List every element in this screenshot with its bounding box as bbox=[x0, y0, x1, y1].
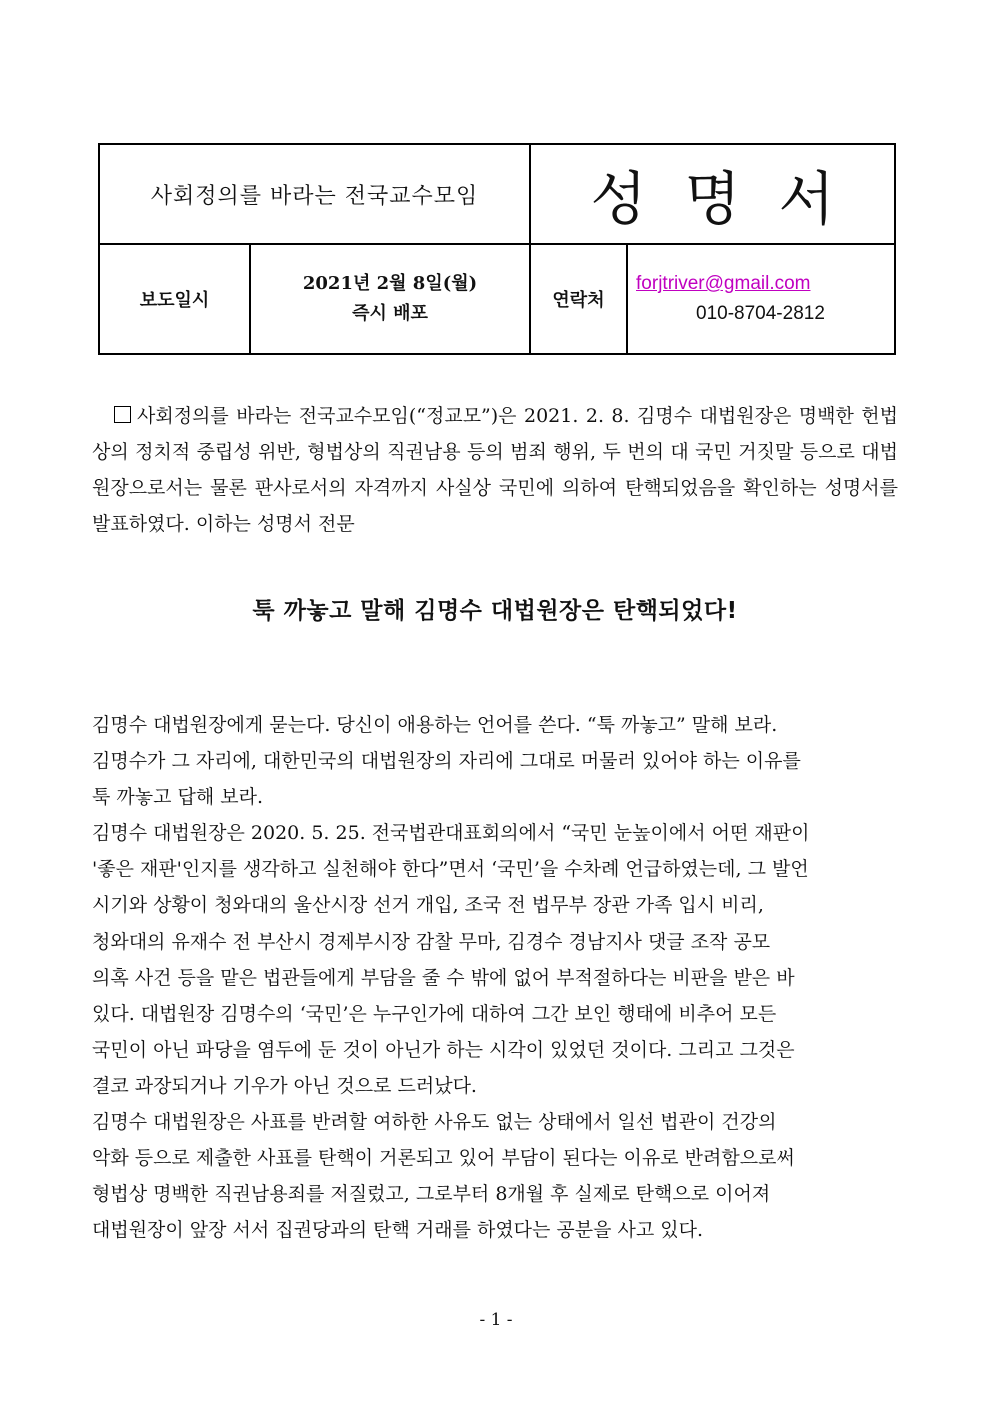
body-line: 대법원장이 앞장 서서 집권당과의 탄핵 거래를 하였다는 공분을 사고 있다. bbox=[92, 1219, 704, 1242]
body-line: 형법상 명백한 직권남용죄를 저질렀고, 그로부터 8개월 후 실제로 탄핵으로 이어져 bbox=[92, 1183, 771, 1206]
body-line: 악화 등으로 제출한 사표를 탄핵이 거론되고 있어 부담이 된다는 이유로 반려함으로써 bbox=[92, 1147, 795, 1170]
body-line: 김명수 대법원장은 사표를 반려할 여하한 사유도 없는 상태에서 일선 법관이 건강의 bbox=[92, 1111, 777, 1134]
statement-headline: 툭 까놓고 말해 김명수 대법원장은 탄핵되었다! bbox=[252, 598, 738, 624]
body-line: 청와대의 유재수 전 부산시 경제부시장 감찰 무마, 김경수 경남지사 댓글 조작 공모 bbox=[92, 930, 771, 953]
header-table bbox=[98, 143, 896, 355]
release-date: 2021년 2월 8일(월) bbox=[302, 273, 478, 294]
body-line: 김명수 대법원장에게 묻는다. 당신이 애용하는 언어를 쓴다. “툭 까놓고” 말해 보라. bbox=[92, 714, 778, 736]
statement-body bbox=[92, 707, 898, 1248]
body-line: '좋은 재판'인지를 생각하고 실천해야 한다”면서 ‘국민’을 수차례 언급하였는데, 그 발언 bbox=[92, 858, 809, 881]
intro-text: 사회정의를 바라는 전국교수모임(“정교모”)은 2021. 2. 8. 김명수 대법원장은 명백한 헌법상의 정치적 중립성 위반, 형법상의 직권남용 등의 범죄 행위, 두 번의 대 국민 거짓말 등으로 대법원장으로서는 물론 판사로서의 자격까지 사실상 국민에 의하여 탄핵되었음을 확인하는 성명서를 발표하였다. 이하는 성명서 전문 bbox=[92, 405, 898, 535]
checkbox-icon bbox=[114, 406, 131, 423]
body-line: 시기와 상황이 청와대의 울산시장 선거 개입, 조국 전 법무부 장관 가족 입시 비리, bbox=[92, 894, 764, 917]
body-line: 의혹 사건 등을 맡은 법관들에게 부담을 줄 수 밖에 없어 부적절하다는 비판을 받은 바 bbox=[92, 966, 795, 989]
release-note: 즉시 배포 bbox=[352, 303, 428, 324]
release-label: 보도일시 bbox=[99, 244, 250, 354]
contact-info bbox=[627, 244, 895, 354]
contact-phone: 010-8704-2812 bbox=[696, 303, 825, 324]
body-line: 있다. 대법원장 김명수의 ‘국민’은 누구인가에 대하여 그간 보인 행태에 비추어 모든 bbox=[92, 1002, 777, 1025]
document-title: 성명서 bbox=[530, 144, 895, 244]
release-info bbox=[250, 244, 530, 354]
contact-label: 연락처 bbox=[530, 244, 627, 354]
page-number: - 1 - bbox=[479, 1310, 513, 1330]
intro-paragraph bbox=[92, 398, 898, 542]
body-line: 김명수가 그 자리에, 대한민국의 대법원장의 자리에 그대로 머물러 있어야 하는 이유를 bbox=[92, 750, 801, 773]
body-line: 툭 까놓고 답해 보라. bbox=[92, 786, 263, 809]
organization-name: 사회정의를 바라는 전국교수모임 bbox=[99, 144, 530, 244]
body-line: 결코 과장되거나 기우가 아닌 것으로 드러났다. bbox=[92, 1074, 477, 1097]
contact-email-link[interactable]: forjtriver@gmail.com bbox=[636, 273, 811, 294]
body-line: 김명수 대법원장은 2020. 5. 25. 전국법관대표회의에서 “국민 눈높이에서 어떤 재판이 bbox=[92, 822, 810, 845]
body-line: 국민이 아닌 파당을 염두에 둔 것이 아닌가 하는 시각이 있었던 것이다. 그리고 그것은 bbox=[92, 1038, 795, 1061]
